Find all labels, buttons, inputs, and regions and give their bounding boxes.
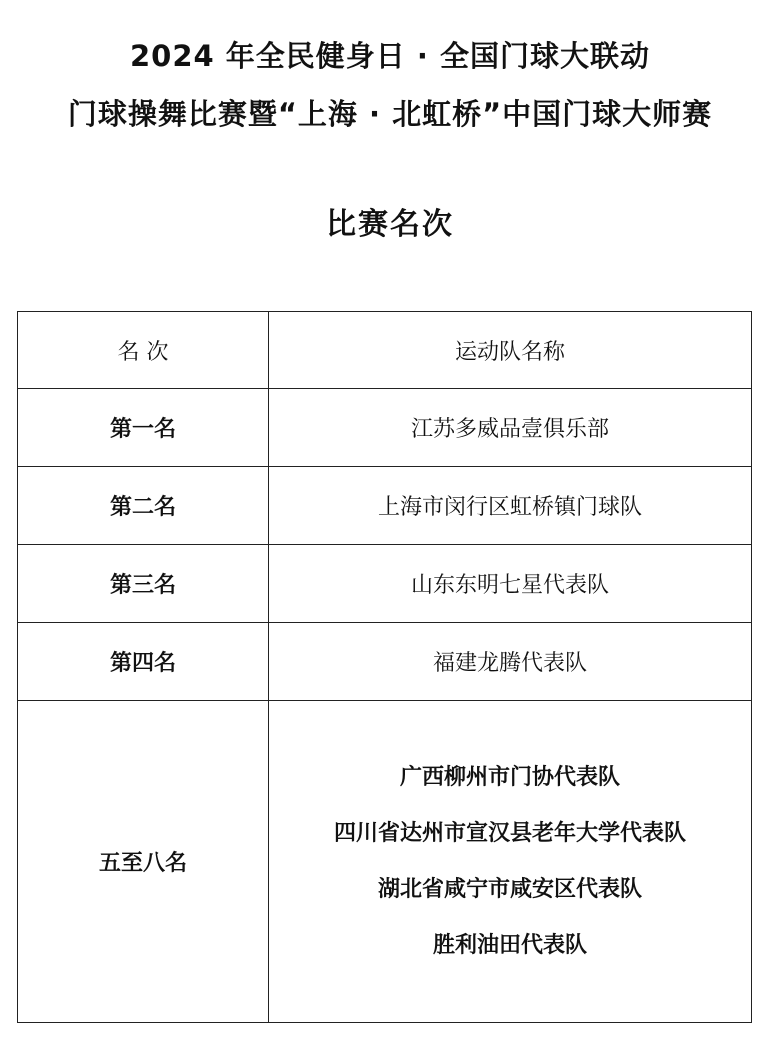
- team-list-item: 广西柳州市门协代表队: [399, 764, 620, 790]
- rank-cell: 第二名: [18, 467, 269, 545]
- table-header-row: [18, 312, 752, 389]
- team-cell: 江苏多威品壹俱乐部: [269, 389, 752, 467]
- table-row: [18, 545, 752, 623]
- table-row: [18, 623, 752, 701]
- rank-cell: 第一名: [18, 389, 269, 467]
- rank-cell: 五至八名: [18, 701, 269, 1023]
- team-cell: 山东东明七星代表队: [269, 545, 752, 623]
- team-list-cell: [269, 701, 752, 1023]
- team-list-item: 湖北省咸宁市咸安区代表队: [377, 876, 642, 902]
- team-cell: 福建龙腾代表队: [269, 623, 752, 701]
- title-line-2: 门球操舞比赛暨“上海 · 北虹桥”中国门球大师赛: [67, 97, 713, 131]
- ranking-table: [17, 311, 752, 1023]
- rank-column-header: 名 次: [18, 312, 269, 389]
- team-list-item: 胜利油田代表队: [432, 932, 587, 958]
- table-row-group: [18, 701, 752, 1023]
- team-list: [269, 750, 751, 974]
- table-row: [18, 467, 752, 545]
- page-subtitle: 比赛名次: [326, 207, 454, 242]
- rank-cell: 第三名: [18, 545, 269, 623]
- title-line-1: 2024 年全民健身日 · 全国门球大联动: [129, 39, 651, 73]
- team-cell: 上海市闵行区虹桥镇门球队: [269, 467, 752, 545]
- team-column-header: 运动队名称: [269, 312, 752, 389]
- team-list-item: 四川省达州市宣汉县老年大学代表队: [333, 820, 686, 846]
- table-row: [18, 389, 752, 467]
- rank-cell: 第四名: [18, 623, 269, 701]
